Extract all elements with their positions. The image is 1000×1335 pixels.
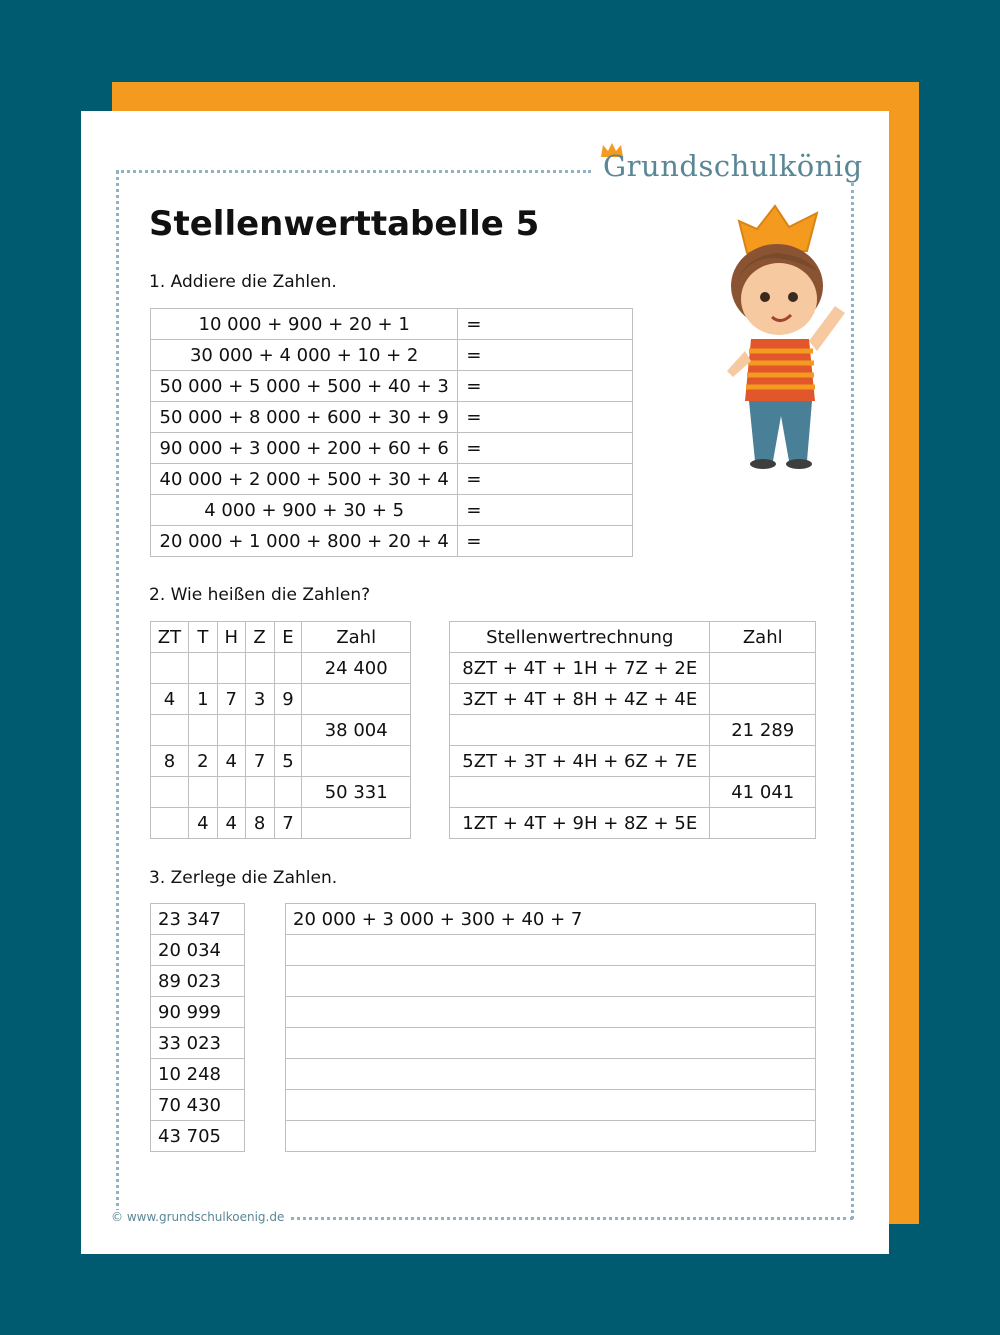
place-value-cell[interactable] [245, 715, 274, 746]
table-row [151, 904, 245, 935]
column-header: ZT [151, 622, 189, 653]
decomposition-answer-cell[interactable] [286, 966, 816, 997]
column-header: H [217, 622, 245, 653]
table-row [151, 433, 633, 464]
table-row [151, 746, 411, 777]
place-value-cell[interactable] [151, 777, 189, 808]
place-value-cell[interactable] [217, 777, 245, 808]
place-value-table [150, 621, 411, 839]
number-cell[interactable] [710, 684, 816, 715]
number-cell: 23 347 [151, 904, 245, 935]
answer-cell[interactable]: = [458, 309, 633, 340]
place-value-cell: 7 [274, 808, 302, 839]
calc-expression-cell: 8ZT + 4T + 1H + 7Z + 2E [450, 653, 710, 684]
table-row [450, 653, 816, 684]
addition-expression: 50 000 + 5 000 + 500 + 40 + 3 [151, 371, 458, 402]
table-row [151, 1121, 245, 1152]
decomposition-answer-cell[interactable] [286, 1028, 816, 1059]
table-row [151, 997, 245, 1028]
place-value-cell[interactable] [274, 777, 302, 808]
numbers-table [150, 903, 245, 1152]
addition-expression: 4 000 + 900 + 30 + 5 [151, 495, 458, 526]
place-value-cell: 1 [188, 684, 217, 715]
place-value-cell[interactable] [188, 777, 217, 808]
table-row [151, 1059, 245, 1090]
decomposition-table [285, 903, 816, 1152]
place-value-cell[interactable] [151, 715, 189, 746]
place-value-cell: 2 [188, 746, 217, 777]
place-value-cell[interactable] [151, 653, 189, 684]
number-cell[interactable] [710, 808, 816, 839]
column-header: Zahl [710, 622, 816, 653]
table-row [151, 808, 411, 839]
place-value-cell[interactable] [302, 746, 411, 777]
place-value-cell: 9 [274, 684, 302, 715]
place-value-cell: 4 [188, 808, 217, 839]
table-row [151, 402, 633, 433]
addition-expression: 50 000 + 8 000 + 600 + 30 + 9 [151, 402, 458, 433]
table-row [286, 935, 816, 966]
number-cell: 21 289 [710, 715, 816, 746]
table-row [151, 340, 633, 371]
boy-with-crown-illustration [717, 201, 857, 471]
table-row [151, 653, 411, 684]
table-row [286, 997, 816, 1028]
place-value-cell: 3 [245, 684, 274, 715]
answer-cell[interactable]: = [458, 433, 633, 464]
table-row [286, 904, 816, 935]
table-row [450, 715, 816, 746]
number-cell[interactable] [710, 653, 816, 684]
place-value-cell[interactable] [151, 808, 189, 839]
table-row [151, 684, 411, 715]
decomposition-answer-cell[interactable] [286, 935, 816, 966]
task3-heading: 3. Zerlege die Zahlen. [149, 868, 338, 888]
calc-expression-cell[interactable] [450, 777, 710, 808]
calc-expression-cell: 1ZT + 4T + 9H + 8Z + 5E [450, 808, 710, 839]
addition-expression: 20 000 + 1 000 + 800 + 20 + 4 [151, 526, 458, 557]
task2-heading: 2. Wie heißen die Zahlen? [149, 585, 371, 605]
place-value-cell[interactable] [302, 684, 411, 715]
place-value-cell[interactable] [274, 715, 302, 746]
decomposition-answer-cell[interactable] [286, 1059, 816, 1090]
page-title: Stellenwerttabelle 5 [149, 204, 540, 244]
answer-cell[interactable]: = [458, 464, 633, 495]
place-value-cell: 38 004 [302, 715, 411, 746]
number-cell: 33 023 [151, 1028, 245, 1059]
column-header: Stellenwertrechnung [450, 622, 710, 653]
place-value-cell[interactable] [245, 653, 274, 684]
answer-cell[interactable]: = [458, 495, 633, 526]
addition-expression: 40 000 + 2 000 + 500 + 30 + 4 [151, 464, 458, 495]
table-row [151, 1090, 245, 1121]
addition-expression: 10 000 + 900 + 20 + 1 [151, 309, 458, 340]
calc-expression-cell: 3ZT + 4T + 8H + 4Z + 4E [450, 684, 710, 715]
table-row [151, 526, 633, 557]
place-value-cell: 4 [151, 684, 189, 715]
place-value-cell: 4 [217, 808, 245, 839]
decomposition-answer-cell[interactable] [286, 1090, 816, 1121]
place-value-cell: 4 [217, 746, 245, 777]
table-row [151, 464, 633, 495]
place-value-cell[interactable] [217, 715, 245, 746]
table-row [151, 966, 245, 997]
addition-table [150, 308, 633, 557]
table-row [450, 684, 816, 715]
place-value-cell[interactable] [302, 808, 411, 839]
answer-cell[interactable]: = [458, 402, 633, 433]
table-row [450, 808, 816, 839]
table-row [151, 309, 633, 340]
place-value-cell: 50 331 [302, 777, 411, 808]
place-value-cell[interactable] [217, 653, 245, 684]
table-row [151, 715, 411, 746]
decomposition-answer-cell[interactable] [286, 1121, 816, 1152]
column-header: T [188, 622, 217, 653]
table-row [286, 1090, 816, 1121]
table-row [151, 935, 245, 966]
table-row [450, 777, 816, 808]
decomposition-answer-cell[interactable]: 20 000 + 3 000 + 300 + 40 + 7 [286, 904, 816, 935]
number-cell: 43 705 [151, 1121, 245, 1152]
table-row [450, 746, 816, 777]
table-row [286, 1028, 816, 1059]
answer-cell[interactable]: = [458, 526, 633, 557]
column-header: Z [245, 622, 274, 653]
calc-expression-cell[interactable] [450, 715, 710, 746]
calc-expression-cell: 5ZT + 3T + 4H + 6Z + 7E [450, 746, 710, 777]
table-row [151, 495, 633, 526]
addition-expression: 30 000 + 4 000 + 10 + 2 [151, 340, 458, 371]
table-row [151, 1028, 245, 1059]
place-value-cell[interactable] [188, 653, 217, 684]
number-cell: 20 034 [151, 935, 245, 966]
place-value-cell: 8 [151, 746, 189, 777]
worksheet [81, 111, 889, 1254]
place-value-cell: 8 [245, 808, 274, 839]
place-value-cell: 24 400 [302, 653, 411, 684]
table-row [286, 1059, 816, 1090]
column-header: Zahl [302, 622, 411, 653]
column-header: E [274, 622, 302, 653]
place-value-cell: 5 [274, 746, 302, 777]
place-value-calc-table [449, 621, 816, 839]
table-row [151, 371, 633, 402]
number-cell: 10 248 [151, 1059, 245, 1090]
task1-heading: 1. Addiere die Zahlen. [149, 272, 337, 292]
decomposition-answer-cell[interactable] [286, 997, 816, 1028]
table-row [151, 777, 411, 808]
place-value-cell: 7 [245, 746, 274, 777]
answer-cell[interactable]: = [458, 340, 633, 371]
number-cell: 90 999 [151, 997, 245, 1028]
number-cell: 70 430 [151, 1090, 245, 1121]
answer-cell[interactable]: = [458, 371, 633, 402]
brand-logo-text: Grundschulkönig [603, 149, 863, 183]
number-cell[interactable] [710, 746, 816, 777]
place-value-cell[interactable] [274, 653, 302, 684]
table-row [286, 1121, 816, 1152]
copyright-footer: © www.grundschulkoenig.de [111, 1210, 290, 1224]
number-cell: 89 023 [151, 966, 245, 997]
table-row [286, 966, 816, 997]
place-value-cell[interactable] [188, 715, 217, 746]
number-cell: 41 041 [710, 777, 816, 808]
place-value-cell[interactable] [245, 777, 274, 808]
addition-expression: 90 000 + 3 000 + 200 + 60 + 6 [151, 433, 458, 464]
place-value-cell: 7 [217, 684, 245, 715]
